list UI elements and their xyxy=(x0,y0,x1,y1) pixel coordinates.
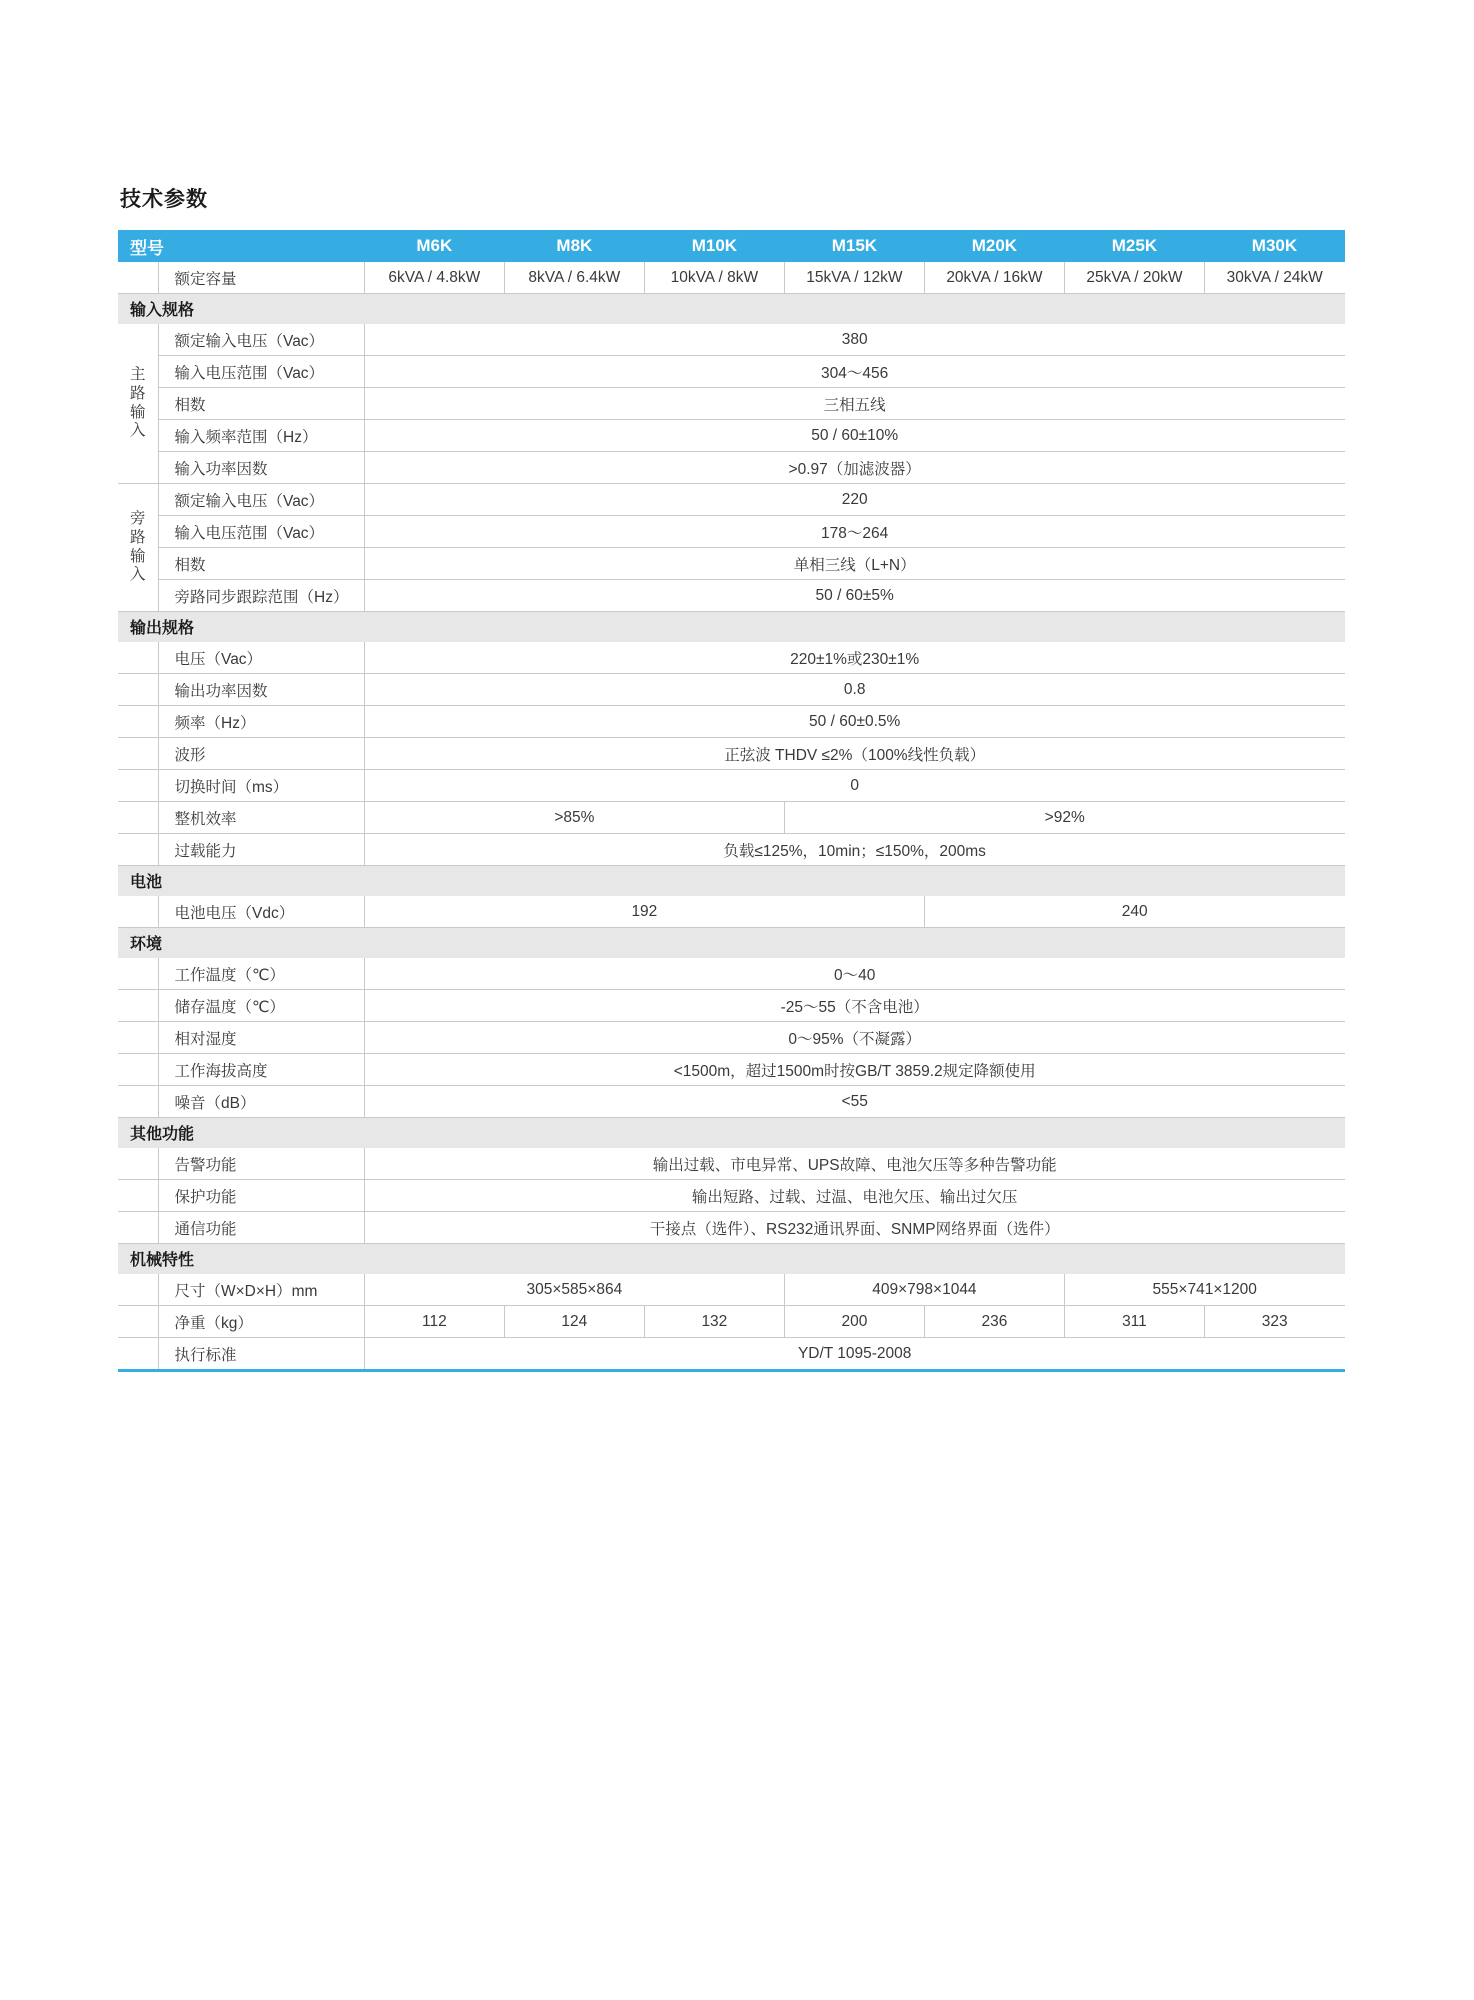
table-row-net-weight xyxy=(118,1306,1345,1338)
spacer-cell xyxy=(118,1148,158,1180)
param-label-protection-function: 保护功能 xyxy=(158,1180,364,1212)
value-dimensions-group-1: 305×585×864 xyxy=(364,1274,784,1306)
table-row-transfer-time xyxy=(118,770,1345,802)
param-label-main-phases: 相数 xyxy=(158,388,364,420)
table-row-altitude xyxy=(118,1054,1345,1086)
capacity-m20k: 20kVA / 16kW xyxy=(924,262,1064,294)
section-band-other-functions xyxy=(118,1118,1345,1148)
table-row-output-frequency xyxy=(118,706,1345,738)
value-storage-temperature: -25～55（不含电池） xyxy=(364,990,1344,1022)
value-output-waveform: 正弦波 THDV ≤2%（100%线性负载） xyxy=(364,738,1344,770)
spacer-cell xyxy=(118,1022,158,1054)
spacer-cell xyxy=(118,674,158,706)
table-row-output-waveform xyxy=(118,738,1345,770)
value-relative-humidity: 0～95%（不凝露） xyxy=(364,1022,1344,1054)
param-label-bypass-rated-voltage: 额定输入电压（Vac） xyxy=(158,484,364,516)
param-label-output-voltage: 电压（Vac） xyxy=(158,642,364,674)
spacer-cell xyxy=(118,1274,158,1306)
table-row-overload xyxy=(118,834,1345,866)
weight-m6k: 112 xyxy=(364,1306,504,1338)
weight-m25k: 311 xyxy=(1064,1306,1204,1338)
param-label-battery-voltage: 电池电压（Vdc） xyxy=(158,896,364,928)
group-char-main-1: 主 xyxy=(129,365,146,383)
table-row-battery-voltage xyxy=(118,896,1345,928)
spacer-cell xyxy=(118,1338,158,1370)
param-label-bypass-voltage-range: 输入电压范围（Vac） xyxy=(158,516,364,548)
section-band-mechanical xyxy=(118,1244,1345,1274)
value-dimensions-group-3: 555×741×1200 xyxy=(1064,1274,1344,1306)
group-char-bypass-4: 入 xyxy=(129,566,146,584)
header-model-m25k: M25K xyxy=(1064,230,1204,262)
table-row-communication-function xyxy=(118,1212,1345,1244)
section-title-input: 输入规格 xyxy=(118,294,1345,324)
group-label-main-input xyxy=(118,324,158,484)
capacity-m10k: 10kVA / 8kW xyxy=(644,262,784,294)
value-standard: YD/T 1095-2008 xyxy=(797,1344,912,1362)
capacity-m6k: 6kVA / 4.8kW xyxy=(364,262,504,294)
table-row-operating-temperature xyxy=(118,958,1345,990)
spacer-cell xyxy=(118,642,158,674)
value-efficiency-low: >85% xyxy=(364,802,784,834)
param-label-bypass-sync-range: 旁路同步跟踪范围（Hz） xyxy=(158,580,364,612)
value-communication-function: 干接点（选件）、RS232通讯界面、SNMP网络界面（选件） xyxy=(364,1212,1344,1244)
spacer-cell xyxy=(118,834,158,866)
spacer-cell xyxy=(118,958,158,990)
param-label-net-weight: 净重（kg） xyxy=(158,1306,364,1338)
param-label-standard: 执行标准 xyxy=(158,1338,364,1370)
param-label-output-waveform: 波形 xyxy=(158,738,364,770)
param-label-communication-function: 通信功能 xyxy=(158,1212,364,1244)
value-transfer-time: 0 xyxy=(364,770,1344,802)
section-title-mechanical: 机械特性 xyxy=(118,1244,1345,1274)
weight-m30k: 323 xyxy=(1204,1306,1344,1338)
param-label-rated-capacity: 额定容量 xyxy=(158,262,364,294)
spacer-cell xyxy=(118,770,158,802)
spacer-cell xyxy=(118,262,158,294)
bottom-accent-rule xyxy=(118,1369,1345,1372)
param-label-bypass-phases: 相数 xyxy=(158,548,364,580)
value-bypass-sync-range: 50 / 60±5% xyxy=(364,580,1344,612)
value-alarm-function: 输出过载、市电异常、UPS故障、电池欠压等多种告警功能 xyxy=(364,1148,1344,1180)
header-model-m6k: M6K xyxy=(364,230,504,262)
param-label-storage-temperature: 储存温度（℃） xyxy=(158,990,364,1022)
table-header-row xyxy=(118,230,1345,262)
header-model-m15k: M15K xyxy=(784,230,924,262)
header-model-m20k: M20K xyxy=(924,230,1064,262)
spacer-cell xyxy=(118,1086,158,1118)
page-title: 技术参数 xyxy=(120,188,208,211)
value-bypass-rated-voltage: 220 xyxy=(364,484,1344,516)
param-label-main-frequency-range: 输入频率范围（Hz） xyxy=(158,420,364,452)
table-row-main-rated-voltage xyxy=(118,324,1345,356)
capacity-m25k: 25kVA / 20kW xyxy=(1064,262,1204,294)
value-main-power-factor: >0.97（加滤波器） xyxy=(364,452,1344,484)
header-model-label: 型号 xyxy=(118,230,364,262)
spacer-cell xyxy=(118,1306,158,1338)
spacer-cell xyxy=(118,1180,158,1212)
table-row-noise xyxy=(118,1086,1345,1118)
capacity-m15k: 15kVA / 12kW xyxy=(784,262,924,294)
group-char-bypass-2: 路 xyxy=(129,528,146,546)
value-noise: <55 xyxy=(364,1086,1344,1118)
table-row-main-phases xyxy=(118,388,1345,420)
spacer-cell xyxy=(118,1212,158,1244)
table-row-main-power-factor xyxy=(118,452,1345,484)
param-label-main-power-factor: 输入功率因数 xyxy=(158,452,364,484)
section-title-battery: 电池 xyxy=(118,866,1345,896)
spacer-cell xyxy=(118,1054,158,1086)
group-char-bypass-3: 输 xyxy=(129,547,146,565)
weight-m10k: 132 xyxy=(644,1306,784,1338)
group-label-bypass-input xyxy=(118,484,158,612)
param-label-relative-humidity: 相对湿度 xyxy=(158,1022,364,1054)
table-row-bypass-sync-range xyxy=(118,580,1345,612)
table-row-output-power-factor xyxy=(118,674,1345,706)
section-band-input xyxy=(118,294,1345,324)
table-row-efficiency xyxy=(118,802,1345,834)
spacer-cell xyxy=(118,802,158,834)
value-bypass-phases: 单相三线（L+N） xyxy=(364,548,1344,580)
value-battery-voltage-low: 192 xyxy=(364,896,924,928)
table-row-dimensions xyxy=(118,1274,1345,1306)
value-battery-voltage-high: 240 xyxy=(924,896,1344,928)
value-main-phases: 三相五线 xyxy=(364,388,1344,420)
param-label-main-voltage-range: 输入电压范围（Vac） xyxy=(158,356,364,388)
section-title-other-functions: 其他功能 xyxy=(118,1118,1345,1148)
param-label-efficiency: 整机效率 xyxy=(158,802,364,834)
section-title-environment: 环境 xyxy=(118,928,1345,958)
group-char-main-4: 入 xyxy=(129,422,146,440)
section-band-output xyxy=(118,612,1345,642)
value-dimensions-group-2: 409×798×1044 xyxy=(784,1274,1064,1306)
param-label-transfer-time: 切换时间（ms） xyxy=(158,770,364,802)
table-row-bypass-rated-voltage xyxy=(118,484,1345,516)
table-row-bypass-phases xyxy=(118,548,1345,580)
param-label-dimensions: 尺寸（W×D×H）mm xyxy=(158,1274,364,1306)
weight-m20k: 236 xyxy=(924,1306,1064,1338)
value-overload: 负载≤125%，10min；≤150%，200ms xyxy=(364,834,1344,866)
param-label-altitude: 工作海拔高度 xyxy=(158,1054,364,1086)
value-operating-temperature: 0～40 xyxy=(364,958,1344,990)
value-output-frequency: 50 / 60±0.5% xyxy=(364,706,1344,738)
table-row-protection-function xyxy=(118,1180,1345,1212)
table-row-alarm-function xyxy=(118,1148,1345,1180)
table-row-main-frequency-range xyxy=(118,420,1345,452)
param-label-overload: 过载能力 xyxy=(158,834,364,866)
header-model-m8k: M8K xyxy=(504,230,644,262)
param-label-output-frequency: 频率（Hz） xyxy=(158,706,364,738)
section-title-output: 输出规格 xyxy=(118,612,1345,642)
technical-specifications-table xyxy=(118,230,1345,1369)
weight-m15k: 200 xyxy=(784,1306,924,1338)
section-band-environment xyxy=(118,928,1345,958)
table-row-storage-temperature xyxy=(118,990,1345,1022)
group-char-bypass-1: 旁 xyxy=(129,509,146,527)
value-main-frequency-range: 50 / 60±10% xyxy=(364,420,1344,452)
value-output-power-factor: 0.8 xyxy=(364,674,1344,706)
group-char-main-3: 输 xyxy=(129,403,146,421)
value-efficiency-high: >92% xyxy=(784,802,1344,834)
capacity-m30k: 30kVA / 24kW xyxy=(1204,262,1344,294)
value-altitude: <1500m，超过1500m时按GB/T 3859.2规定降额使用 xyxy=(364,1054,1344,1086)
spacer-cell xyxy=(118,990,158,1022)
spacer-cell xyxy=(118,706,158,738)
param-label-noise: 噪音（dB） xyxy=(158,1086,364,1118)
param-label-output-power-factor: 输出功率因数 xyxy=(158,674,364,706)
param-label-alarm-function: 告警功能 xyxy=(158,1148,364,1180)
header-model-m30k: M30K xyxy=(1204,230,1344,262)
table-row-bypass-voltage-range xyxy=(118,516,1345,548)
value-protection-function: 输出短路、过载、过温、电池欠压、输出过欠压 xyxy=(364,1180,1344,1212)
table-row-output-voltage xyxy=(118,642,1345,674)
table-row-relative-humidity xyxy=(118,1022,1345,1054)
header-model-m10k: M10K xyxy=(644,230,784,262)
value-main-voltage-range: 304～456 xyxy=(364,356,1344,388)
spacer-cell xyxy=(118,896,158,928)
table-row-main-voltage-range xyxy=(118,356,1345,388)
value-output-voltage: 220±1%或230±1% xyxy=(364,642,1344,674)
table-row-rated-capacity xyxy=(118,262,1345,294)
param-label-operating-temperature: 工作温度（℃） xyxy=(158,958,364,990)
table-row-standard xyxy=(118,1338,1345,1370)
value-main-rated-voltage: 380 xyxy=(364,324,1344,356)
capacity-m8k: 8kVA / 6.4kW xyxy=(504,262,644,294)
value-bypass-voltage-range: 178～264 xyxy=(364,516,1344,548)
group-char-main-2: 路 xyxy=(129,384,146,402)
spec-content xyxy=(118,183,1358,1372)
spacer-cell xyxy=(118,738,158,770)
param-label-main-rated-voltage: 额定输入电压（Vac） xyxy=(158,324,364,356)
weight-m8k: 124 xyxy=(504,1306,644,1338)
section-band-battery xyxy=(118,866,1345,896)
